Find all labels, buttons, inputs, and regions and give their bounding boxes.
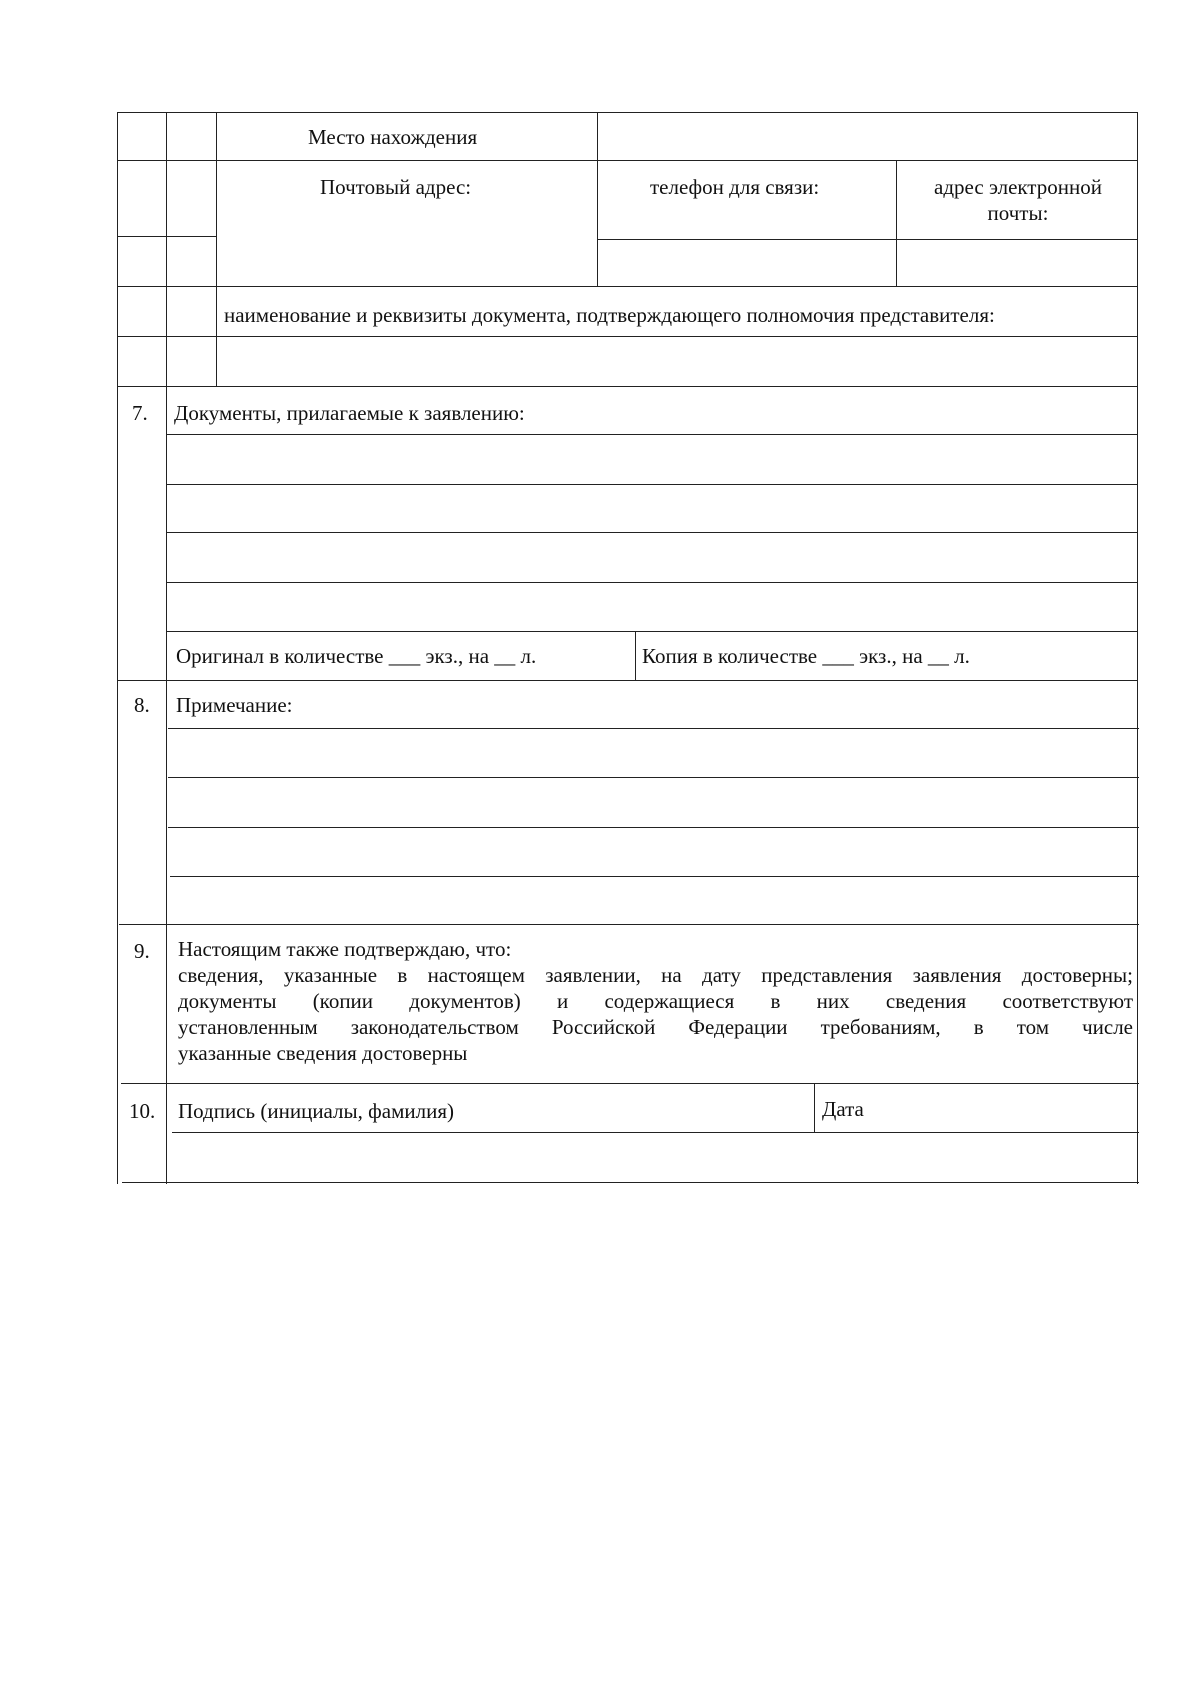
signature-value-line bbox=[172, 1132, 1139, 1133]
row-line bbox=[117, 336, 1137, 337]
date-label: Дата bbox=[822, 1097, 864, 1121]
phone-label: телефон для связи: bbox=[650, 175, 820, 199]
section-8-number: 8. bbox=[134, 693, 150, 717]
section-7-blank-line bbox=[166, 484, 1137, 485]
location-label: Место нахождения bbox=[308, 125, 478, 149]
section-8-blank-line bbox=[168, 827, 1139, 828]
table-right-border bbox=[1137, 112, 1138, 1184]
section-9-paragraph bbox=[178, 936, 1133, 1066]
section-9-line: Настоящим также подтверждаю, что: bbox=[178, 937, 512, 961]
table-bottom-border bbox=[122, 1182, 1139, 1183]
signature-label: Подпись (инициалы, фамилия) bbox=[178, 1099, 454, 1123]
section-8-blank-line bbox=[170, 876, 1139, 877]
original-copy-divider bbox=[635, 631, 636, 680]
section-8-bottom-line bbox=[119, 924, 1139, 925]
section-9-line: документы (копии документов) и содержащиеся в них сведения соответствуют bbox=[178, 989, 1133, 1013]
section-9-bottom-line bbox=[121, 1083, 1139, 1084]
table-top-border bbox=[117, 112, 1137, 113]
section-7-blank-line bbox=[166, 631, 1137, 632]
signature-date-divider bbox=[814, 1083, 815, 1133]
section-7-blank-line bbox=[166, 434, 1137, 435]
postal-address-label: Почтовый адрес: bbox=[320, 175, 472, 199]
row-line bbox=[117, 160, 1137, 161]
section-8-blank-line bbox=[168, 777, 1139, 778]
original-count-label: Оригинал в количестве ___ экз., на __ л. bbox=[176, 644, 537, 668]
section-7-bottom-line bbox=[117, 680, 1137, 681]
email-label: адрес электронной почты: bbox=[934, 175, 1102, 225]
section-8-title: Примечание: bbox=[176, 693, 293, 717]
representative-document-label: наименование и реквизиты документа, подтверждающего полномочия представителя: bbox=[224, 303, 995, 327]
contact-value-line bbox=[597, 239, 1137, 240]
section-10-number: 10. bbox=[129, 1099, 156, 1123]
section-7-title: Документы, прилагаемые к заявлению: bbox=[174, 401, 525, 425]
section-7-blank-line bbox=[166, 582, 1137, 583]
row-line bbox=[117, 236, 217, 237]
row-line bbox=[117, 286, 1137, 287]
section-8-blank-line bbox=[168, 728, 1139, 729]
copy-count-label: Копия в количестве ___ экз., на __ л. bbox=[642, 644, 970, 668]
number-column-divider bbox=[166, 112, 167, 1184]
table-left-border bbox=[117, 112, 118, 1184]
section-7-blank-line bbox=[166, 532, 1137, 533]
section-9-line: установленным законодательством Российской Федерации требованиям, в том числе bbox=[178, 1015, 1133, 1039]
row-line bbox=[117, 386, 1137, 387]
section-9-line: указанные сведения достоверны bbox=[178, 1041, 468, 1065]
subcolumn-divider bbox=[216, 112, 217, 386]
location-value-divider bbox=[597, 112, 598, 286]
section-9-line: сведения, указанные в настоящем заявлении, на дату представления заявления достоверны; bbox=[178, 963, 1133, 987]
phone-email-divider bbox=[896, 160, 897, 286]
section-7-number: 7. bbox=[132, 401, 148, 425]
section-9-number: 9. bbox=[134, 939, 150, 963]
